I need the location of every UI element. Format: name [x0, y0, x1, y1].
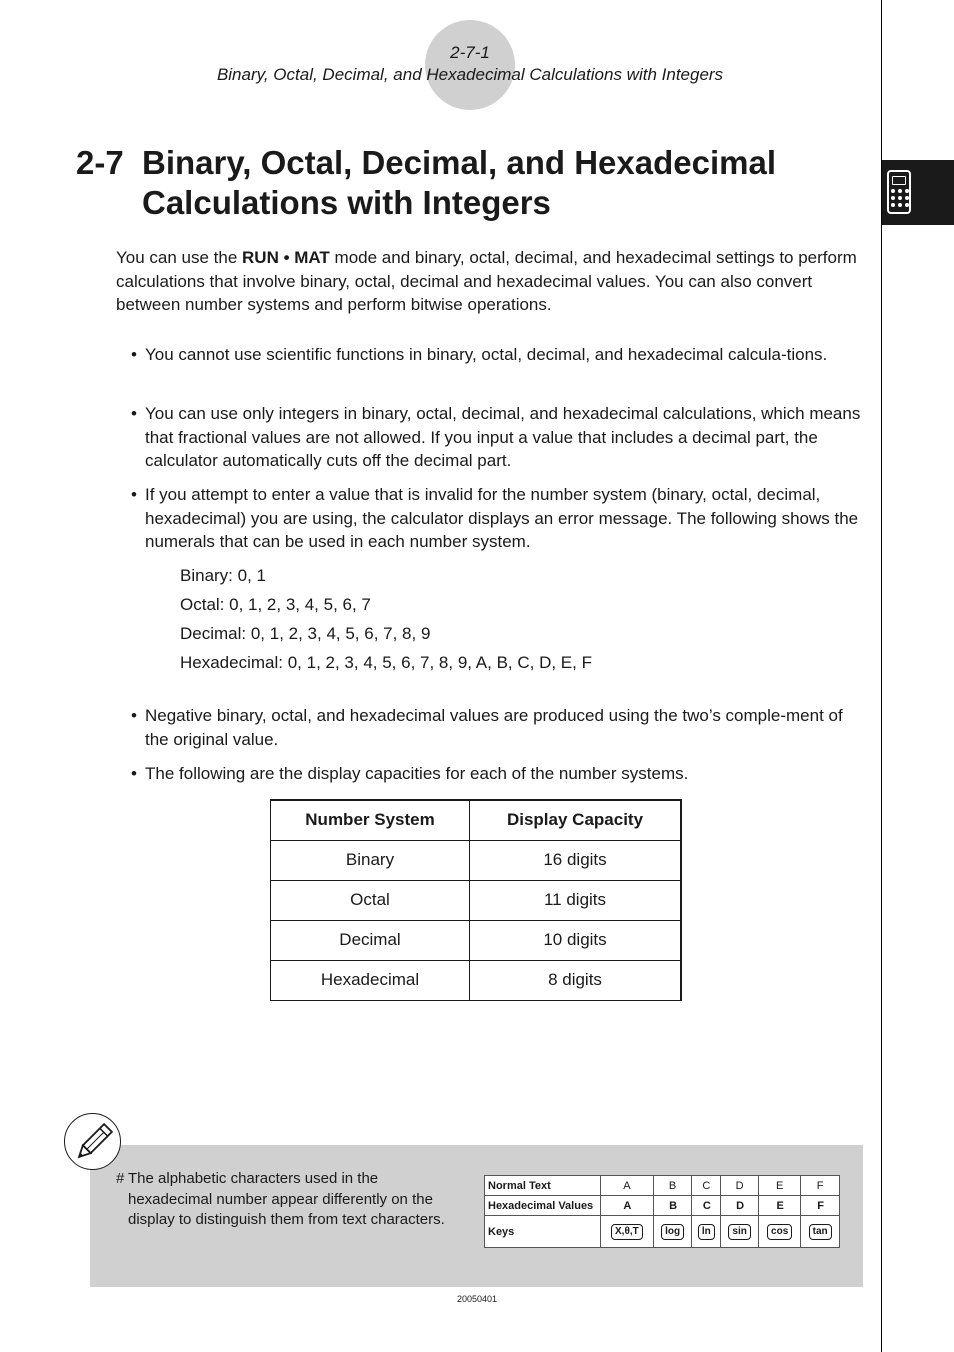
section-title-line2: Calculations with Integers — [142, 184, 551, 221]
hex-char: D — [721, 1196, 759, 1216]
table-cell: Binary — [271, 840, 470, 880]
table-cell: Hexadecimal — [271, 960, 470, 1000]
section-title-line1: Binary, Octal, Decimal, and Hexadecimal — [142, 144, 776, 181]
hex-char: A — [601, 1196, 654, 1216]
table-cell — [653, 1216, 692, 1248]
table-cell — [692, 1216, 721, 1248]
table-row — [271, 880, 682, 920]
table-cell: E — [759, 1176, 801, 1196]
table-cell — [601, 1216, 654, 1248]
running-title: Binary, Octal, Decimal, and Hexadecimal Calculations with Integers — [216, 65, 724, 84]
table-cell: 8 digits — [470, 960, 682, 1000]
key-cos: cos — [767, 1224, 792, 1240]
bullet-item: • You can use only integers in binary, octal, decimal, and hexadecimal calculations, which means that fractional values are not allowed. If you input a value that includes a decimal part, the calculator automatically cuts off the decimal part. — [131, 404, 861, 470]
table-cell: A — [601, 1176, 654, 1196]
table-cell: F — [801, 1176, 840, 1196]
row-label: Normal Text — [485, 1176, 601, 1196]
hex-char: F — [801, 1196, 840, 1216]
table-cell: 16 digits — [470, 840, 682, 880]
column-header: Display Capacity — [470, 800, 682, 840]
table-cell — [801, 1216, 840, 1248]
key-tan: tan — [809, 1224, 832, 1240]
intro-paragraph: You can use the RUN • MAT mode and binary, octal, decimal, and hexadecimal settings to perform calculations that involve binary, octal, decimal and hexadecimal values. You can also convert between number systems and perform bitwise operations. — [116, 248, 857, 314]
table-row — [485, 1176, 840, 1196]
numerals-octal: Octal: 0, 1, 2, 3, 4, 5, 6, 7 — [180, 595, 371, 614]
page-number: 2-7-1 — [450, 43, 490, 62]
key-ln: ln — [698, 1224, 715, 1240]
bullet-item: • If you attempt to enter a value that is invalid for the number system (binary, octal, decimal, hexadecimal) you are using, the calculator displays an error message. The following shows the numerals that can be used in each number system. — [131, 485, 859, 551]
bullet-item: • The following are the display capacities for each of the number systems. — [131, 764, 689, 783]
table-row — [485, 1196, 840, 1216]
calculator-icon — [887, 170, 911, 214]
table-row — [271, 840, 682, 880]
pencil-icon — [64, 1113, 121, 1170]
mode-name: RUN • MAT — [242, 248, 330, 267]
table-cell: D — [721, 1176, 759, 1196]
table-cell: Octal — [271, 880, 470, 920]
numerals-decimal: Decimal: 0, 1, 2, 3, 4, 5, 6, 7, 8, 9 — [180, 624, 431, 643]
display-capacity-table — [270, 799, 682, 1001]
bullet-item: • You cannot use scientific functions in binary, octal, decimal, and hexadecimal calcula-tions. — [131, 345, 828, 364]
footer-code: 20050401 — [456, 1294, 498, 1304]
key-xthetat: X,θ,T — [611, 1224, 643, 1240]
row-label: Hexadecimal Values — [485, 1196, 601, 1216]
table-row — [485, 1216, 840, 1248]
table-row — [271, 920, 682, 960]
column-header: Number System — [271, 800, 470, 840]
table-cell — [759, 1216, 801, 1248]
numerals-binary: Binary: 0, 1 — [180, 566, 266, 585]
hex-keys-table — [484, 1175, 840, 1248]
chapter-tab — [882, 160, 954, 225]
table-cell: B — [653, 1176, 692, 1196]
table-cell: 11 digits — [470, 880, 682, 920]
hex-char: E — [759, 1196, 801, 1216]
table-header-row — [271, 800, 682, 840]
note-text: # The alphabetic characters used in the hexadecimal number appear differently on the display to distinguish them from text characters. — [116, 1170, 445, 1228]
table-cell — [721, 1216, 759, 1248]
table-cell: Decimal — [271, 920, 470, 960]
table-cell: C — [692, 1176, 721, 1196]
hex-char: B — [653, 1196, 692, 1216]
numerals-hexadecimal: Hexadecimal: 0, 1, 2, 3, 4, 5, 6, 7, 8, 9, A, B, C, D, E, F — [180, 653, 592, 672]
table-row — [271, 960, 682, 1000]
key-sin: sin — [728, 1224, 750, 1240]
bullet-item: • Negative binary, octal, and hexadecimal values are produced using the two’s comple-ment of the original value. — [131, 706, 843, 749]
table-cell: 10 digits — [470, 920, 682, 960]
row-label: Keys — [485, 1216, 601, 1248]
section-number: 2-7 — [76, 144, 124, 181]
key-log: log — [661, 1224, 684, 1240]
hex-char: C — [692, 1196, 721, 1216]
